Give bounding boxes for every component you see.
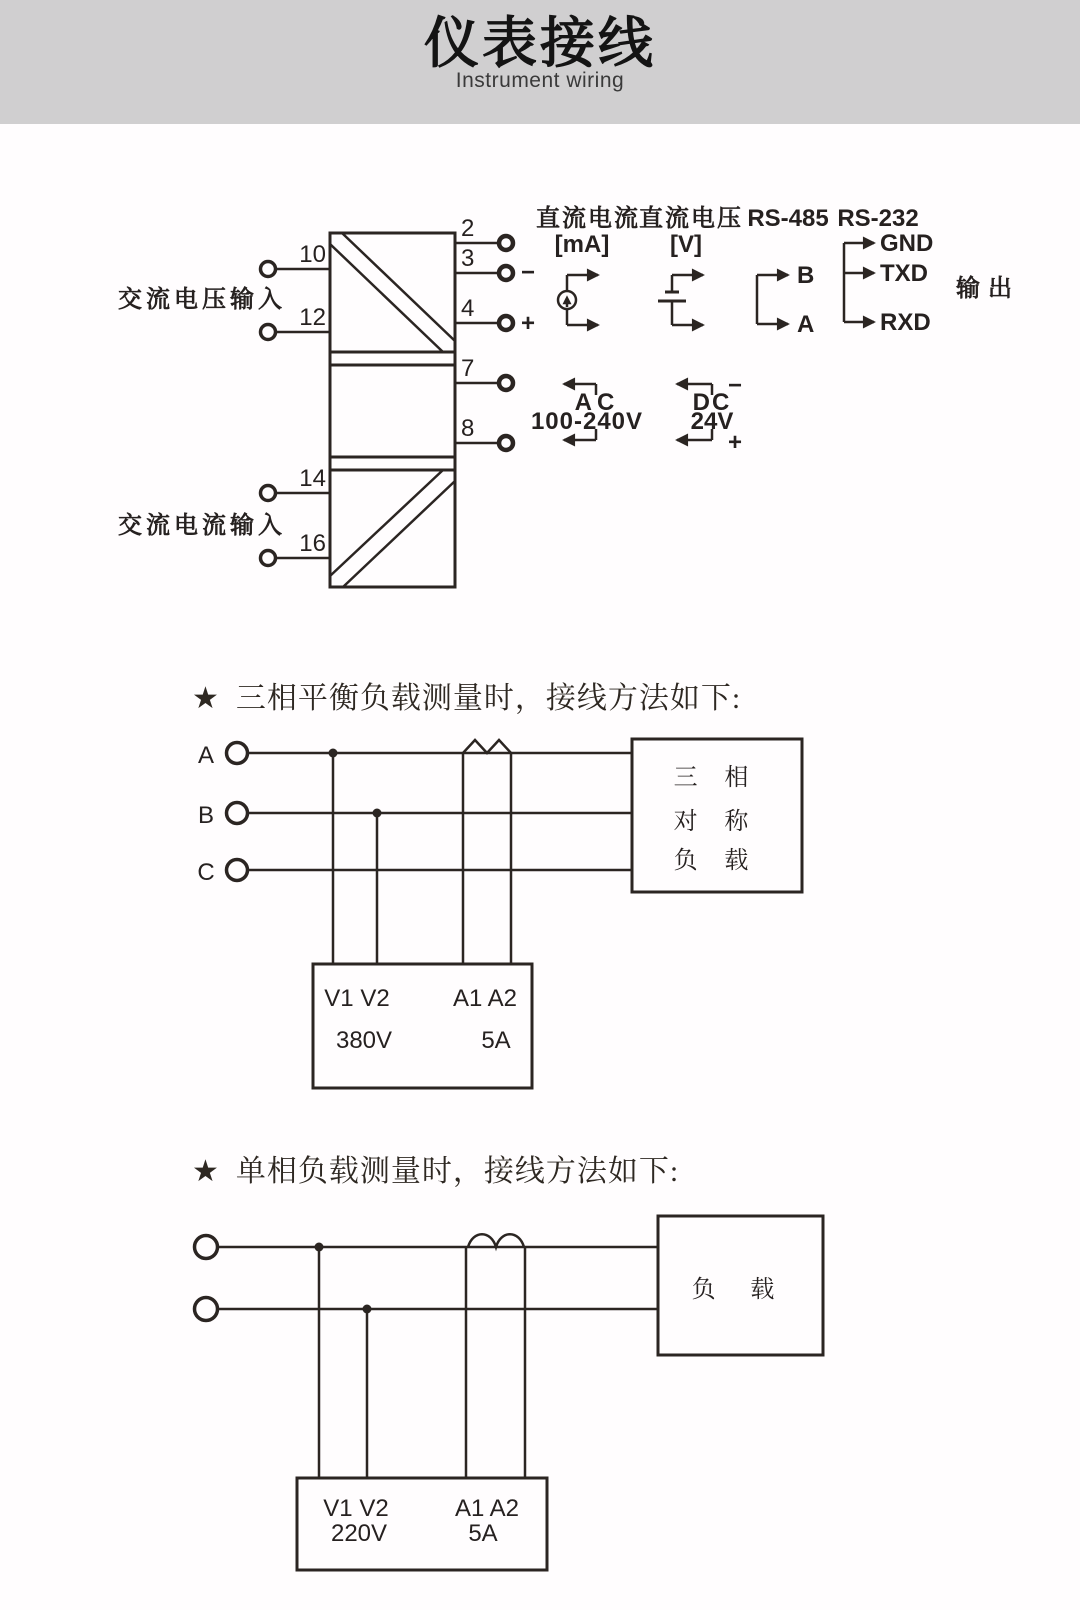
meter-current-rating: 5A — [481, 1027, 511, 1054]
rs232-txd-label: TXD — [880, 260, 928, 287]
dc-current-source-icon — [558, 291, 576, 309]
instrument-terminal-diagram — [118, 204, 1020, 587]
dc-voltage-title: 直流电压 — [639, 205, 743, 232]
dc-power-group — [677, 372, 742, 456]
star-icon: ★ — [192, 682, 220, 715]
dc-current-title: 直流电流 — [536, 205, 640, 232]
star-icon: ★ — [192, 1155, 220, 1188]
instrument-body — [330, 233, 455, 587]
meter-current-rating: 5A — [468, 1520, 498, 1547]
rs485-title: RS-485 — [747, 205, 829, 232]
ac-power-name: AC — [574, 389, 620, 416]
rs232-title: RS-232 — [837, 205, 919, 232]
load-text: 负 载 — [691, 1276, 789, 1303]
terminal-circle — [195, 1236, 218, 1259]
meter-voltage-terminals: V1 V2 — [323, 1495, 389, 1522]
single-phase-meter-box — [297, 1478, 547, 1570]
ac-power-range: 100-240V — [530, 408, 644, 435]
terminal-16-label: 16 — [299, 530, 326, 557]
terminal-circle — [499, 266, 513, 280]
terminal-4-label: 4 — [461, 295, 475, 322]
rs485-pin-b-label: B — [797, 262, 815, 289]
terminal-circle — [227, 803, 248, 824]
three-phase-load-box — [632, 739, 802, 892]
rs232-gnd-label: GND — [880, 230, 934, 257]
dc-current-output-group — [536, 204, 640, 325]
dc-power-voltage: 24V — [690, 408, 734, 435]
page-subtitle: Instrument wiring — [455, 69, 625, 92]
dc-voltage-output-group — [639, 204, 743, 325]
ac-current-input-group — [118, 465, 330, 566]
terminal-3-label: 3 — [461, 245, 475, 272]
three-phase-diagram — [197, 739, 802, 1088]
single-phase-heading-text: 单相负载测量时，接线方法如下: — [235, 1155, 680, 1188]
phase-a-label: A — [197, 742, 215, 769]
terminal-circle — [195, 1298, 218, 1321]
load-text-line2: 对 称 — [673, 808, 759, 835]
terminal-10-label: 10 — [299, 241, 326, 268]
terminal-circle — [261, 486, 276, 501]
dc-power-name: DC — [692, 389, 732, 416]
terminal-14-label: 14 — [299, 465, 326, 492]
terminal-circle — [261, 262, 276, 277]
rs232-group — [837, 205, 933, 336]
dc-power-minus-sign: − — [727, 372, 743, 399]
terminal-circle — [499, 436, 513, 450]
current-transformer-icon — [468, 1234, 524, 1247]
terminal-circle — [499, 376, 513, 390]
load-text-line3: 负 载 — [673, 847, 759, 874]
load-text-line1: 三 相 — [673, 764, 759, 791]
dc-current-unit: [mA] — [554, 231, 610, 258]
single-phase-diagram — [195, 1216, 824, 1570]
rs232-rxd-label: RXD — [880, 309, 931, 336]
terminal-12-label: 12 — [299, 304, 326, 331]
three-phase-meter-box — [313, 964, 532, 1088]
output-label: 输出 — [956, 275, 1020, 302]
isolation-diagonal-icon — [330, 233, 455, 587]
meter-current-terminals: A1 A2 — [454, 1495, 520, 1522]
terminal-4-plus-sign: + — [521, 310, 536, 337]
right-terminals-group — [455, 215, 535, 450]
rs485-group — [747, 205, 828, 338]
ac-voltage-input-group — [118, 241, 330, 340]
instrument-body-outline — [330, 233, 455, 587]
terminal-7-label: 7 — [461, 355, 475, 382]
meter-voltage-rating: 380V — [335, 1027, 393, 1054]
meter-current-terminals: A1 A2 — [452, 985, 518, 1012]
page-title: 仪表接线 — [423, 12, 656, 74]
phase-b-label: B — [197, 802, 215, 829]
terminal-circle — [261, 325, 276, 340]
ac-voltage-input-label: 交流电压输入 — [118, 286, 286, 313]
dc-power-plus-sign: + — [727, 429, 743, 456]
terminal-circle — [499, 316, 513, 330]
terminal-circle — [227, 860, 248, 881]
single-phase-load-box — [658, 1216, 823, 1355]
ac-power-group — [531, 384, 643, 440]
meter-voltage-terminals: V1 V2 — [324, 985, 390, 1012]
terminal-circle — [499, 236, 513, 250]
terminal-8-label: 8 — [461, 415, 475, 442]
terminal-circle — [227, 743, 248, 764]
ac-current-input-label: 交流电流输入 — [118, 512, 286, 539]
meter-voltage-rating: 220V — [330, 1520, 388, 1547]
terminal-3-minus-sign: − — [521, 259, 536, 286]
terminal-circle — [261, 551, 276, 566]
dc-voltage-source-icon — [658, 292, 686, 301]
phase-c-label: C — [197, 859, 215, 886]
current-transformer-icon — [463, 740, 511, 753]
three-phase-heading-text: 三相平衡负载测量时，接线方法如下: — [235, 682, 742, 715]
terminal-2-label: 2 — [461, 215, 475, 242]
rs485-pin-a-label: A — [797, 311, 815, 338]
dc-voltage-unit: [V] — [670, 231, 702, 258]
